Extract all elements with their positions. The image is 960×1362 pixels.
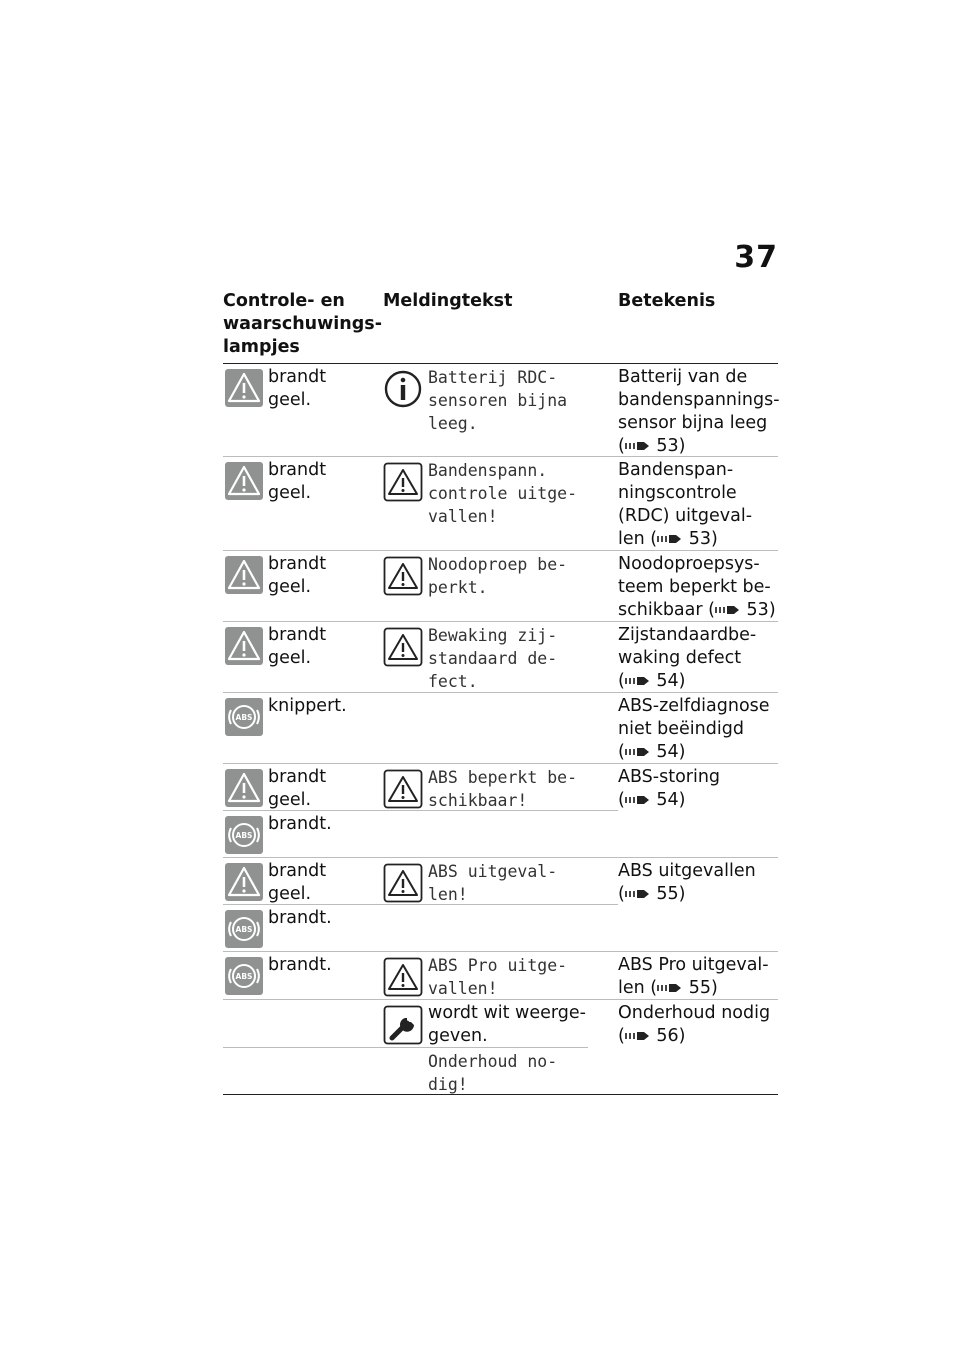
warning-lamp-icon <box>225 769 263 807</box>
meaning-text <box>618 1002 783 1048</box>
arrow-ref-icon <box>625 671 651 691</box>
text-line: brandt <box>268 460 327 480</box>
ref-page: 53) <box>746 600 776 620</box>
text-line: brandt <box>268 367 327 387</box>
lamp-state: brandt. <box>268 908 332 928</box>
table-header <box>223 290 778 364</box>
table-row <box>223 551 778 622</box>
meaning-text <box>618 695 783 764</box>
lamp-state <box>268 766 378 812</box>
meaning-text <box>618 860 783 906</box>
text-line: ABS Pro uitge- <box>428 956 568 975</box>
lamp-state <box>268 695 378 718</box>
abs-lamp-icon <box>225 957 263 995</box>
header-col-lamps: Controle- en waarschuwings- lampjes <box>223 291 382 357</box>
svg-text:ABS: ABS <box>235 972 253 981</box>
text-line: len! <box>428 885 468 904</box>
abs-lamp-icon <box>225 910 263 948</box>
text-line: brandt. <box>268 955 332 975</box>
meaning-text <box>618 766 783 812</box>
text-line: standaard de- <box>428 649 558 668</box>
warning-lamp-icon <box>225 627 263 665</box>
text-line: vallen! <box>428 979 498 998</box>
text-line: geel. <box>268 790 312 810</box>
ref-page: 53) <box>688 529 718 549</box>
lamp-state <box>268 366 378 412</box>
text-line: geven. <box>428 1026 488 1046</box>
meaning-text <box>618 553 783 622</box>
text-line: geel. <box>268 577 312 597</box>
meaning-text <box>618 366 783 458</box>
abs-lamp-icon <box>225 698 263 736</box>
ref-page: 56) <box>656 1026 686 1046</box>
warning-icon <box>383 957 423 997</box>
table-row <box>223 693 778 764</box>
ref-prefix: schikbaar <box>618 600 703 620</box>
text-line: controle uitge- <box>428 484 578 503</box>
text-line: ningscontrole <box>618 483 737 503</box>
text-line: brandt <box>268 625 327 645</box>
ref-page: 54) <box>656 790 686 810</box>
page-reference[interactable]: ( 56) <box>618 1026 686 1046</box>
warning-icon <box>383 462 423 502</box>
text-line: sensoren bijna <box>428 391 568 410</box>
text-line: (RDC) uitgeval- <box>618 506 753 526</box>
sub-row-divider <box>223 1047 588 1048</box>
text-line: ABS-zelfdiagnose <box>618 696 770 716</box>
ref-prefix: len <box>618 978 645 998</box>
message-text <box>428 1050 598 1096</box>
table-row <box>223 364 778 457</box>
arrow-ref-icon <box>625 742 651 762</box>
text-line: vallen! <box>428 507 498 526</box>
text-line: Bandenspann. <box>428 461 548 480</box>
text-line: Bandenspan- <box>618 460 734 480</box>
warning-icon <box>383 627 423 667</box>
text-line: Onderhoud no- <box>428 1052 558 1071</box>
page-reference[interactable]: ( 54) <box>618 671 686 691</box>
arrow-ref-icon <box>657 529 683 549</box>
text-line: sensor bijna leeg <box>618 413 768 433</box>
meaning-text <box>618 459 783 551</box>
text-line: dig! <box>428 1075 468 1094</box>
arrow-ref-icon <box>625 884 651 904</box>
text-line: geel. <box>268 390 312 410</box>
meaning-text <box>618 954 783 1000</box>
lamp-state <box>268 860 378 906</box>
table-row <box>223 457 778 551</box>
text-line: ABS beperkt be- <box>428 768 578 787</box>
page-reference[interactable]: ( 55) <box>618 884 686 904</box>
header-col-message: Meldingtekst <box>383 291 513 311</box>
text-line: ABS Pro uitgeval- <box>618 955 769 975</box>
arrow-ref-icon <box>625 436 651 456</box>
lamp-state <box>268 459 378 505</box>
message-text <box>428 860 598 906</box>
warning-lamp-icon <box>225 863 263 901</box>
ref-page: 55) <box>688 978 718 998</box>
text-line: wordt wit weerge- <box>428 1003 586 1023</box>
abs-lamp-icon <box>225 816 263 854</box>
text-line: waking defect <box>618 648 742 668</box>
info-icon <box>383 369 423 409</box>
text-line: ABS uitgeval- <box>428 862 558 881</box>
arrow-ref-icon <box>625 790 651 810</box>
page-number: 37 <box>734 240 778 275</box>
page-reference[interactable]: len ( 55) <box>618 978 718 998</box>
warning-icon <box>383 863 423 903</box>
page-reference[interactable]: len ( 53) <box>618 529 718 549</box>
warning-lamp-icon <box>225 556 263 594</box>
text-line: Noodoproepsys- <box>618 554 760 574</box>
table-row <box>223 1000 778 1095</box>
text-line: ABS-storing <box>618 767 721 787</box>
table-row <box>223 952 778 1000</box>
table-row <box>223 858 778 952</box>
text-line: brandt <box>268 767 327 787</box>
text-line: Bewaking zij- <box>428 626 558 645</box>
table-row <box>223 764 778 858</box>
warning-icon <box>383 769 423 809</box>
warning-icon <box>383 556 423 596</box>
arrow-ref-icon <box>657 978 683 998</box>
text-line: brandt <box>268 554 327 574</box>
wrench-icon <box>383 1005 423 1045</box>
text-line: ABS uitgevallen <box>618 861 756 881</box>
lamp-state <box>268 624 378 670</box>
lamp-state <box>268 954 378 977</box>
indicator-table <box>223 290 778 1095</box>
text-line: Onderhoud nodig <box>618 1003 771 1023</box>
message-text <box>428 459 598 528</box>
text-line: Batterij RDC- <box>428 368 558 387</box>
page-reference[interactable]: schikbaar ( 53) <box>618 600 776 620</box>
warning-lamp-icon <box>225 369 263 407</box>
message-text <box>428 954 598 1000</box>
ref-page: 55) <box>656 884 686 904</box>
text-line: knippert. <box>268 696 347 716</box>
arrow-ref-icon <box>625 1026 651 1046</box>
lamp-state: brandt. <box>268 814 332 834</box>
message-description <box>428 1002 598 1048</box>
text-line: geel. <box>268 483 312 503</box>
ref-prefix: len <box>618 529 645 549</box>
table-row <box>223 622 778 693</box>
text-line: Batterij van de <box>618 367 748 387</box>
message-text <box>428 553 598 599</box>
text-line: leeg. <box>428 414 478 433</box>
text-line: geel. <box>268 884 312 904</box>
text-line: Noodoproep be- <box>428 555 568 574</box>
svg-text:ABS: ABS <box>235 831 253 840</box>
text-line: schikbaar! <box>428 791 528 810</box>
ref-page: 53) <box>656 436 686 456</box>
svg-text:ABS: ABS <box>235 925 253 934</box>
text-line: Zijstandaardbe- <box>618 625 757 645</box>
text-line: perkt. <box>428 578 488 597</box>
message-text <box>428 766 598 812</box>
text-line: teem beperkt be- <box>618 577 771 597</box>
text-line: brandt <box>268 861 327 881</box>
message-text <box>428 624 598 693</box>
text-line: fect. <box>428 672 478 691</box>
ref-page: 54) <box>656 742 686 762</box>
header-col-meaning: Betekenis <box>618 291 716 311</box>
lamp-state <box>268 553 378 599</box>
message-text <box>428 366 598 435</box>
page-reference[interactable]: ( 54) <box>618 790 686 810</box>
meaning-text <box>618 624 783 693</box>
text-line: niet beëindigd <box>618 719 744 739</box>
arrow-ref-icon <box>715 600 741 620</box>
page-reference[interactable]: ( 53) <box>618 436 686 456</box>
ref-page: 54) <box>656 671 686 691</box>
page-reference[interactable]: ( 54) <box>618 742 686 762</box>
warning-lamp-icon <box>225 462 263 500</box>
text-line: bandenspannings- <box>618 390 780 410</box>
text-line: geel. <box>268 648 312 668</box>
svg-text:ABS: ABS <box>235 713 253 722</box>
